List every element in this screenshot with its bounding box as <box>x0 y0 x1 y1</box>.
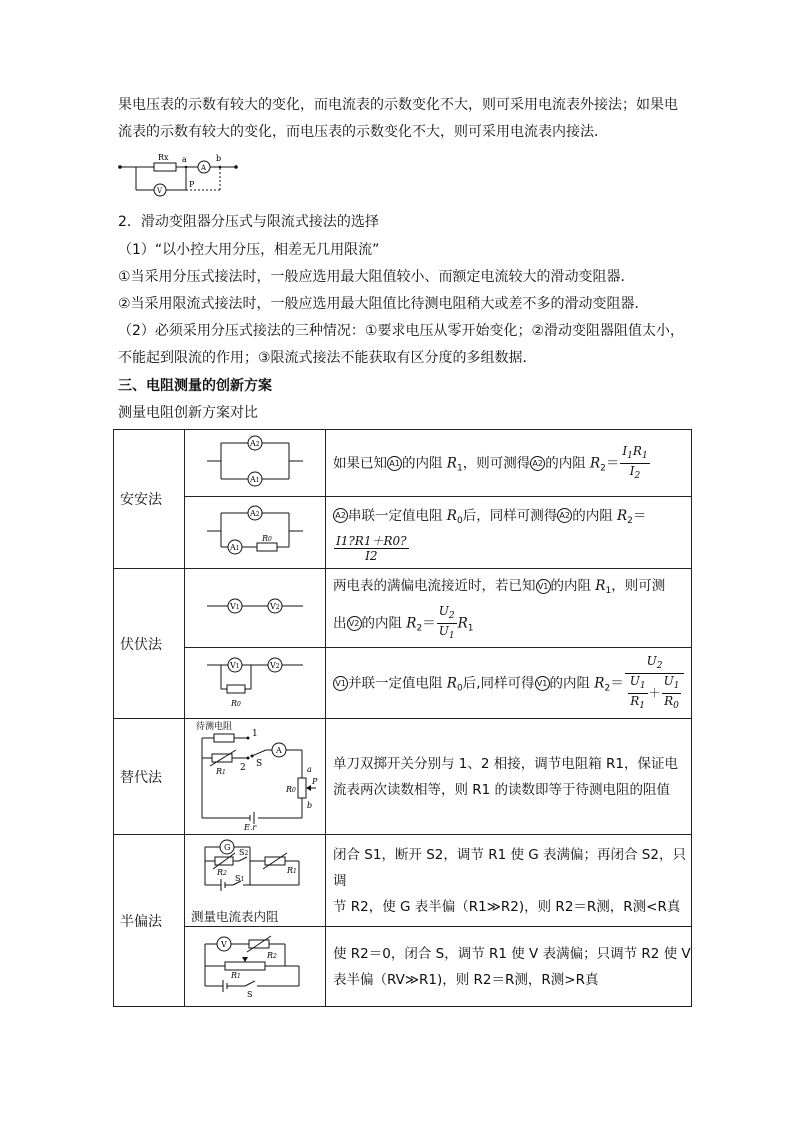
svg-text:R1: R1 <box>216 766 226 776</box>
svg-text:V1: V1 <box>230 661 240 670</box>
ammeter-a2-icon: A2 <box>530 456 545 471</box>
table-row <box>114 719 692 835</box>
svg-text:R0: R0 <box>286 784 296 794</box>
svg-text:R1: R1 <box>287 865 297 875</box>
method-name-fufu: 伏伏法 <box>114 569 185 719</box>
table-row <box>114 835 692 927</box>
method-name-tidai: 替代法 <box>114 719 185 835</box>
svg-text:b: b <box>216 154 222 163</box>
svg-text:R2: R2 <box>267 950 277 960</box>
desc-banpian-1: 闭合 S1，断开 S2，调节 R1 使 G 表满偏；再闭合 S2，只调 节 R2，使 G 表半偏（R1≫R2)，则 R2＝R测，R测<R真 <box>326 835 692 927</box>
voltmeter-series-circuit <box>205 591 305 621</box>
svg-text:V2: V2 <box>270 661 280 670</box>
svg-text:S: S <box>247 989 253 998</box>
svg-text:S1: S1 <box>235 873 245 883</box>
svg-text:2: 2 <box>240 762 246 773</box>
svg-text:A1: A1 <box>230 542 240 552</box>
section-2-p4: （2）必须采用分压式接法的三种情况：①要求电压从零开始变化；②滑动变阻器阻值太小， <box>118 323 685 339</box>
svg-text:Rx: Rx <box>158 153 169 162</box>
svg-text:V1: V1 <box>230 602 240 611</box>
ammeter-connection-circuit <box>118 150 246 198</box>
voltmeter-v1-icon: V1 <box>333 676 348 691</box>
voltmeter-v1-icon: V1 <box>536 579 551 594</box>
table-row <box>114 927 692 1007</box>
table-row <box>114 569 692 648</box>
svg-text:G: G <box>224 842 231 852</box>
svg-text:P: P <box>312 776 318 786</box>
substitution-circuit <box>190 720 320 830</box>
section-2-title: 2．滑动变阻器分压式与限流式接法的选择 <box>118 214 379 230</box>
voltmeter-v1-icon: V1 <box>535 676 550 691</box>
section-2-p3: ②当采用限流式接法时，一般应选用最大阻值比待测电阻稍大或差不多的滑动变阻器． <box>118 296 649 312</box>
svg-text:S2: S2 <box>239 847 249 857</box>
svg-text:A2: A2 <box>250 508 260 518</box>
ammeter-parallel-circuit <box>205 433 305 489</box>
intro-line-2: 流表的示数有较大的变化，而电压表的示数变化不大，则可采用电流表内接法． <box>118 124 608 140</box>
desc-fufu-1: 两电表的满偏电流接近时，若已知 V1 的内阻 $R_1$，则可测 出 V2 的内阻 $R_2=$ $\frac{U_2}{U_1}$ $R_1$ <box>326 569 692 648</box>
section-2-p5: 不能起到限流的作用；③限流式接法不能获取有区分度的多组数据． <box>118 350 537 366</box>
ammeter-a2-icon: A2 <box>333 508 348 523</box>
svg-text:P: P <box>189 180 195 189</box>
svg-text:b: b <box>307 800 313 810</box>
figure-caption: 测量电流表内阻 <box>191 908 279 924</box>
figure-fufu-1 <box>185 569 326 648</box>
section-3-title: 三、电阻测量的创新方案 <box>118 378 272 394</box>
ammeter-a2-icon: A2 <box>557 508 572 523</box>
section-2-p1: （1）“以小控大用分压，相差无几用限流” <box>118 242 380 258</box>
svg-text:V: V <box>157 187 163 195</box>
ammeter-a1-icon: A1 <box>387 456 402 471</box>
figure-anan-1 <box>185 430 326 497</box>
desc-fufu-2: V1 并联一定值电阻 $R_0$后,同样可得 V1 的内阻 $R_2=$ $U_2$ $\frac{U_1}{R_1}$ ＋ $\frac{U_1}{R_0}$ <box>326 648 692 719</box>
methods-table <box>113 429 692 1007</box>
figure-banpian-1 <box>185 835 326 927</box>
svg-text:R2: R2 <box>217 867 227 877</box>
method-name-anan: 安安法 <box>114 430 185 569</box>
section-2-p2: ①当采用分压式接法时，一般应选用最大阻值较小、而额定电流较大的滑动变阻器． <box>118 269 635 285</box>
desc-anan-2: A2 串联一定值电阻 $R_0$后，同样可测得 A2 的内阻 $R_2=$ $\frac{I1?R1+R0?}{I2}$ <box>326 497 692 569</box>
formula-anan-1: $\frac{I_1R_1}{I_2}$ <box>622 443 648 481</box>
desc-banpian-2: 使 R2＝0，闭合 S，调节 R1 使 V 表满偏；只调节 R2 使 V 表半偏（RV≫R1)，则 R2＝R测，R测>R真 <box>326 927 692 1007</box>
svg-text:A2: A2 <box>250 439 260 448</box>
svg-text:E,r: E,r <box>244 822 257 830</box>
formula-fufu-2: $U_2$ $\frac{U_1}{R_1}$ ＋ $\frac{U_1}{R_0}$ <box>625 654 685 713</box>
figure-fufu-2 <box>185 648 326 719</box>
table-row <box>114 648 692 719</box>
desc-tidai: 单刀双掷开关分别与 1、2 相接，调节电阻箱 R1，保证电 流表两次读数相等，则 R1 的读数即等于待测电阻的阻值 <box>326 719 692 835</box>
table-row <box>114 497 692 569</box>
svg-text:a: a <box>307 764 312 774</box>
svg-text:1: 1 <box>252 728 258 739</box>
svg-text:A: A <box>276 745 282 755</box>
svg-text:A: A <box>201 164 207 172</box>
svg-text:A1: A1 <box>250 475 260 484</box>
formula-anan-2: $\frac{I1?R1+R0?}{I2}$ <box>336 533 407 563</box>
section-3-subtitle: 测量电阻创新方案对比 <box>118 405 258 421</box>
intro-line-1: 果电压表的示数有较大的变化，而电流表的示数变化不大，则可采用电流表外接法；如果电 <box>118 97 678 113</box>
svg-text:R1: R1 <box>231 970 241 980</box>
voltmeter-v2-icon: V2 <box>347 616 362 631</box>
table-row <box>114 430 692 497</box>
svg-text:R0: R0 <box>262 533 272 543</box>
figure-banpian-2 <box>185 927 326 1007</box>
voltmeter-half-deflection-circuit <box>195 932 315 998</box>
formula-fufu-1: $\frac{U_2}{U_1}$ <box>438 604 455 641</box>
galvanometer-half-deflection-circuit <box>195 837 315 903</box>
figure-anan-2 <box>185 497 326 569</box>
figure-tidai <box>185 719 326 835</box>
method-name-banpian: 半偏法 <box>114 835 185 1007</box>
voltmeter-parallel-resistor-circuit <box>205 651 305 711</box>
desc-anan-1: 如果已知 A1 的内阻 $R_1$，则可测得 A2 的内阻 $R_2=$ $\frac{I_1R_1}{I_2}$ <box>326 430 692 497</box>
svg-text:R0: R0 <box>231 699 241 708</box>
svg-text:S: S <box>256 758 263 769</box>
svg-text:V: V <box>221 939 227 949</box>
svg-text:V2: V2 <box>270 602 280 611</box>
ammeter-series-resistor-circuit <box>205 501 305 561</box>
svg-text:待测电阻: 待测电阻 <box>196 721 233 732</box>
svg-text:a: a <box>182 155 187 164</box>
